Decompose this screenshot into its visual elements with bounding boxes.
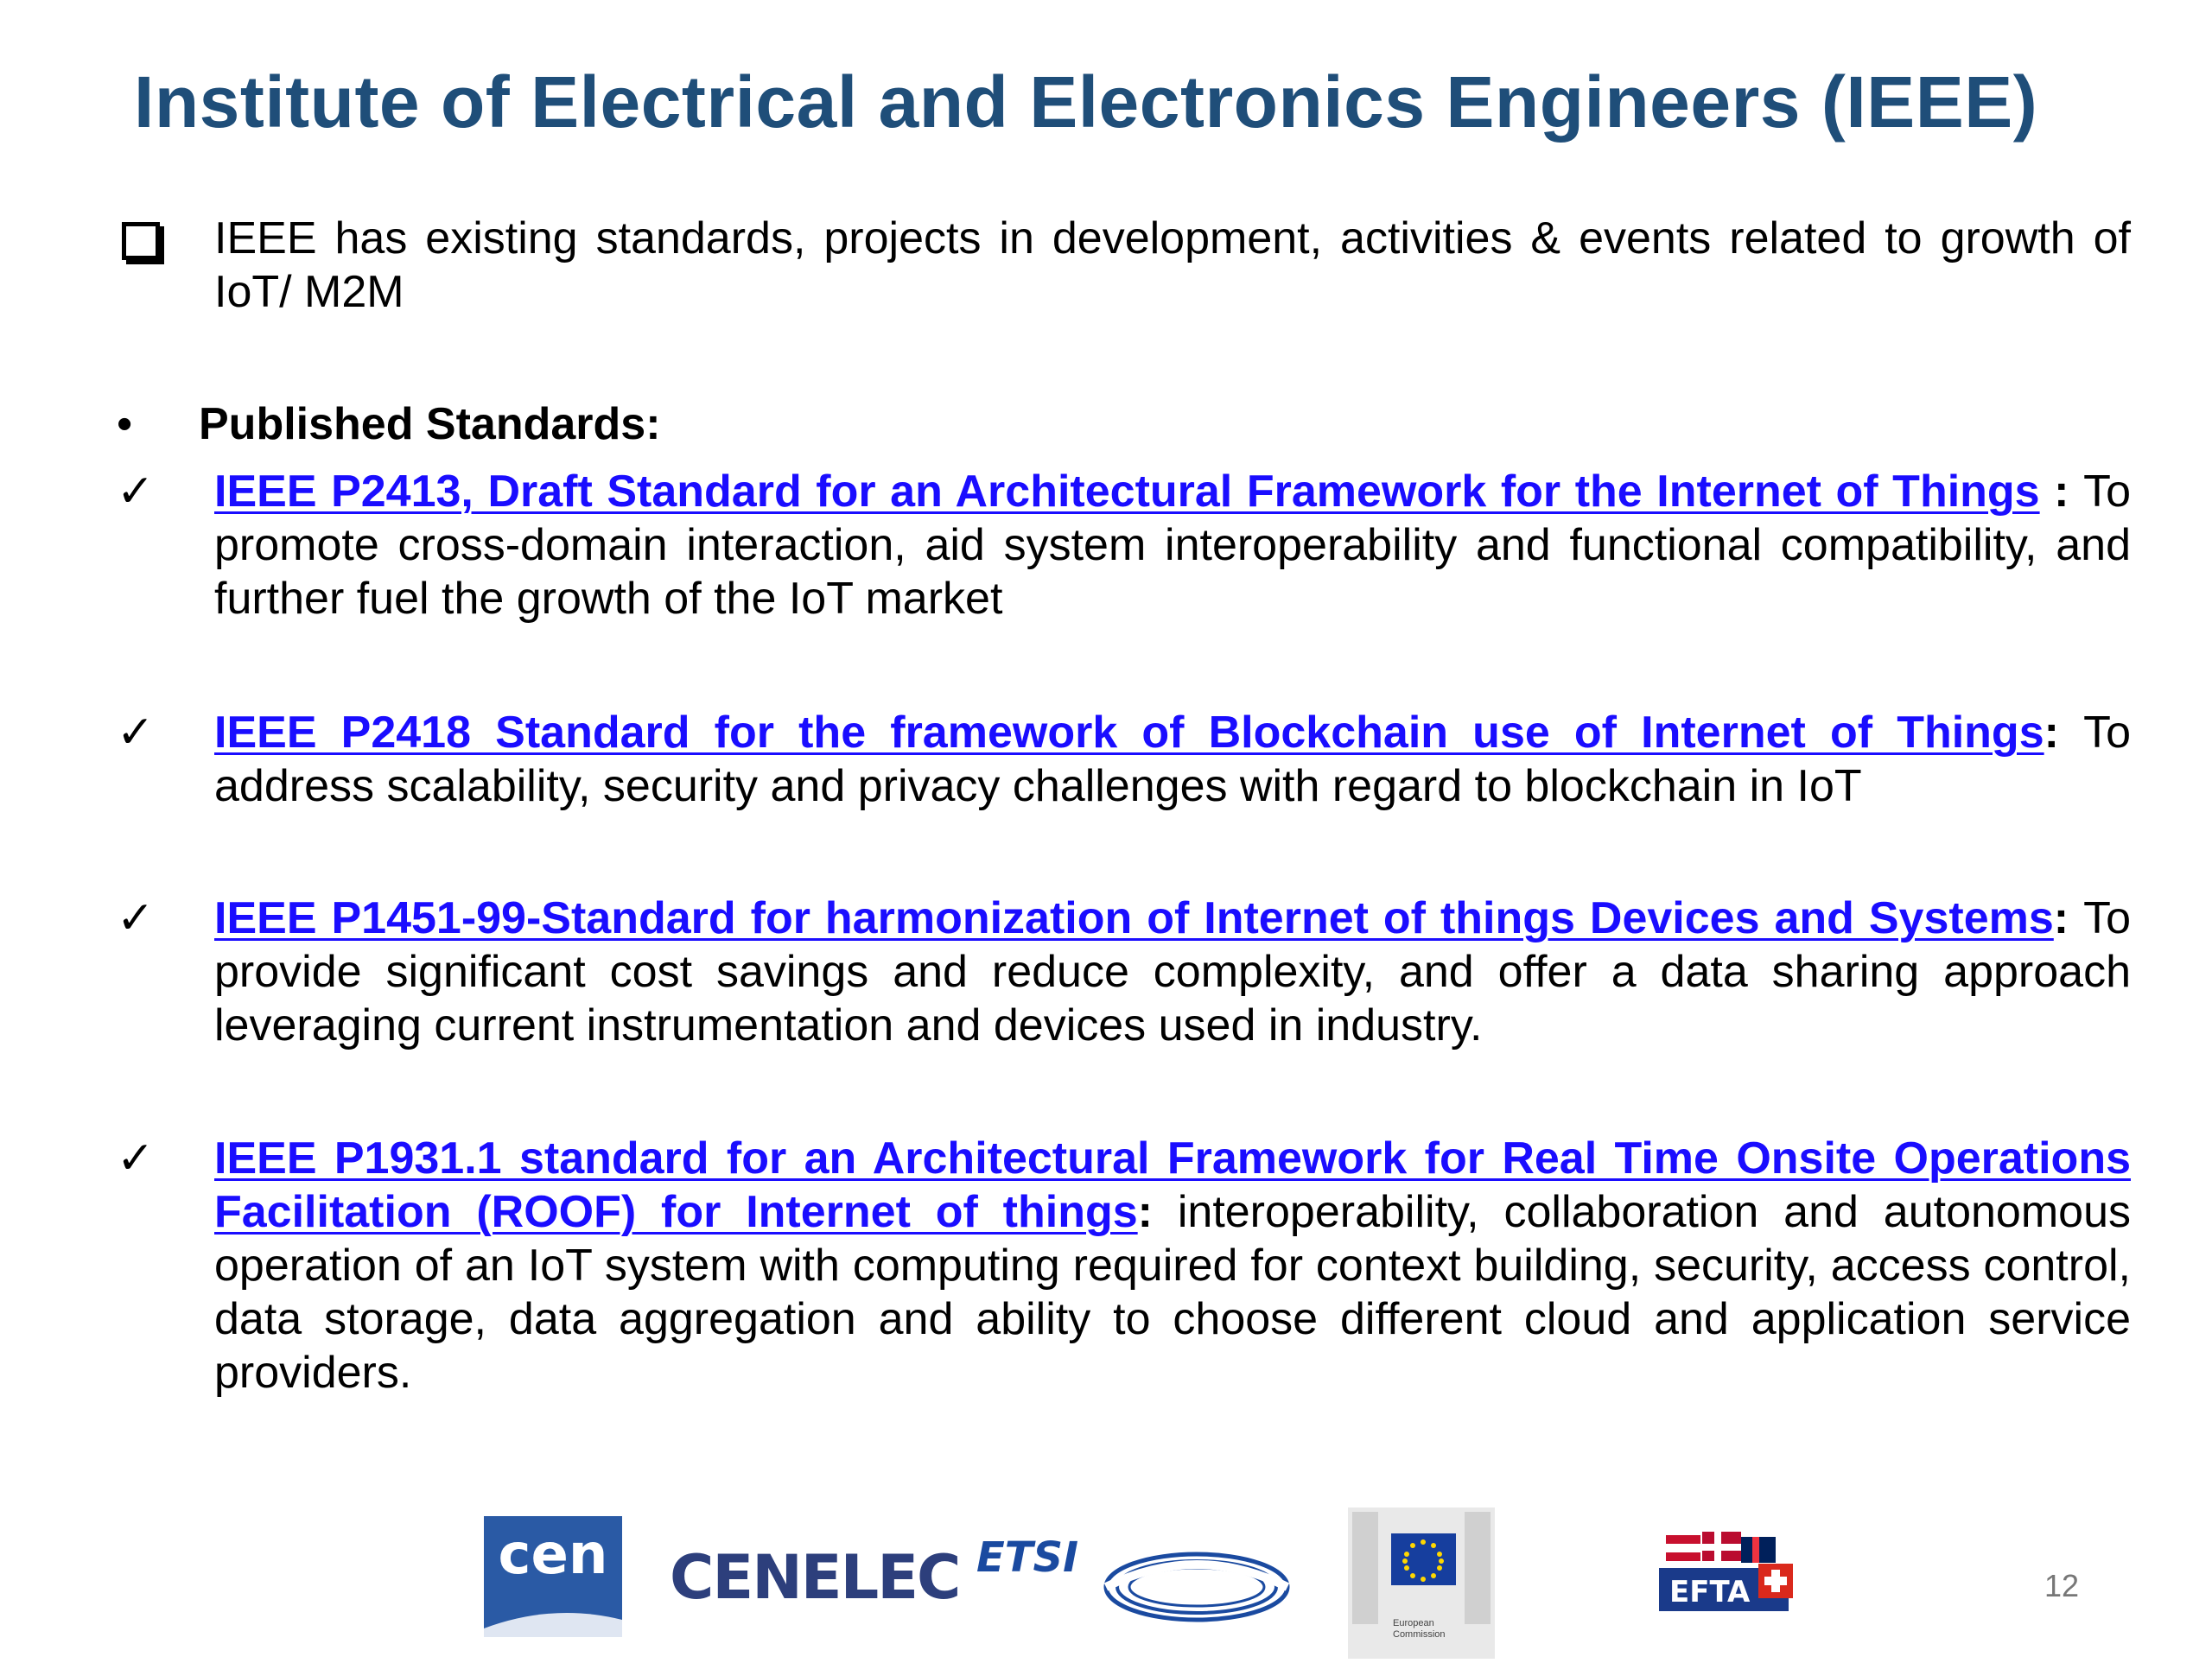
checkmark-icon: ✓ (117, 1133, 155, 1184)
standard-text (214, 465, 2131, 625)
partner-logos (484, 1507, 1832, 1659)
standard-separator: : (2039, 467, 2084, 517)
standard-link[interactable]: IEEE P2413, Draft Standard for an Architectural Framework for the Internet of Things (214, 467, 2040, 517)
standard-description: To address scalability, security and privacy challenges with regard to blockchain in IoT (214, 708, 2132, 811)
checkmark-icon: ✓ (117, 708, 155, 758)
published-standards-label: Published Standards: (199, 399, 661, 449)
checkmark-icon: ✓ (117, 467, 155, 517)
standard-link[interactable]: IEEE P1931.1 standard for an Architectural Framework for Real Time Onsite Operations Facilitation (ROOF) for Internet of things (214, 1133, 2131, 1237)
square-bullet-icon (117, 212, 186, 272)
checkmark-icon: ✓ (117, 893, 155, 943)
standard-description: interoperability, collaboration and autonomous operation of an IoT system with computing required for context building, security, access control, data storage, data aggregation and ability to choose different cloud and application service providers. (214, 1187, 2132, 1398)
cen-logo (484, 1516, 622, 1637)
cen-logo-text: cen (498, 1523, 608, 1587)
standard-link[interactable]: IEEE P2418 Standard for the framework of Blockchain use of Internet of Things (214, 708, 2044, 758)
standard-link[interactable]: IEEE P1451-99-Standard for harmonization of Internet of things Devices and Systems (214, 893, 2054, 943)
cenelec-logo: CENELEC (670, 1542, 960, 1613)
standard-separator: : (1137, 1187, 1178, 1237)
etsi-logo-text: ETSI (976, 1533, 1078, 1582)
page-number: 12 (2044, 1568, 2080, 1603)
standard-text (214, 706, 2131, 813)
cen-swoosh-icon (484, 1603, 622, 1637)
efta-logo (1650, 1525, 1797, 1637)
etsi-swirl-icon (976, 1533, 1296, 1628)
bullet-dot: • (117, 399, 133, 449)
standard-separator: : (2053, 893, 2084, 943)
efta-logo-text: EFTA (1669, 1575, 1751, 1609)
etsi-logo (976, 1533, 1296, 1620)
standard-text (214, 892, 2131, 1052)
standard-text (214, 1132, 2131, 1400)
intro-text: IEEE has existing standards, projects in development, activities & events related to growth of IoT/ M2M (214, 213, 2131, 317)
eu-caption: European Commission (1393, 1618, 1446, 1640)
standard-separator: : (2044, 708, 2084, 758)
european-commission-logo (1348, 1507, 1495, 1659)
standard-description: To provide significant cost savings and reduce complexity, and offer a data sharing approach leveraging current instrumentation and devices used in industry. (214, 893, 2131, 1050)
standard-description: To promote cross-domain interaction, aid system interoperability and functional compatibility, and further fuel the growth of the IoT market (214, 467, 2131, 624)
slide-title: Institute of Electrical and Electronics Engineers (IEEE) (134, 61, 2038, 143)
